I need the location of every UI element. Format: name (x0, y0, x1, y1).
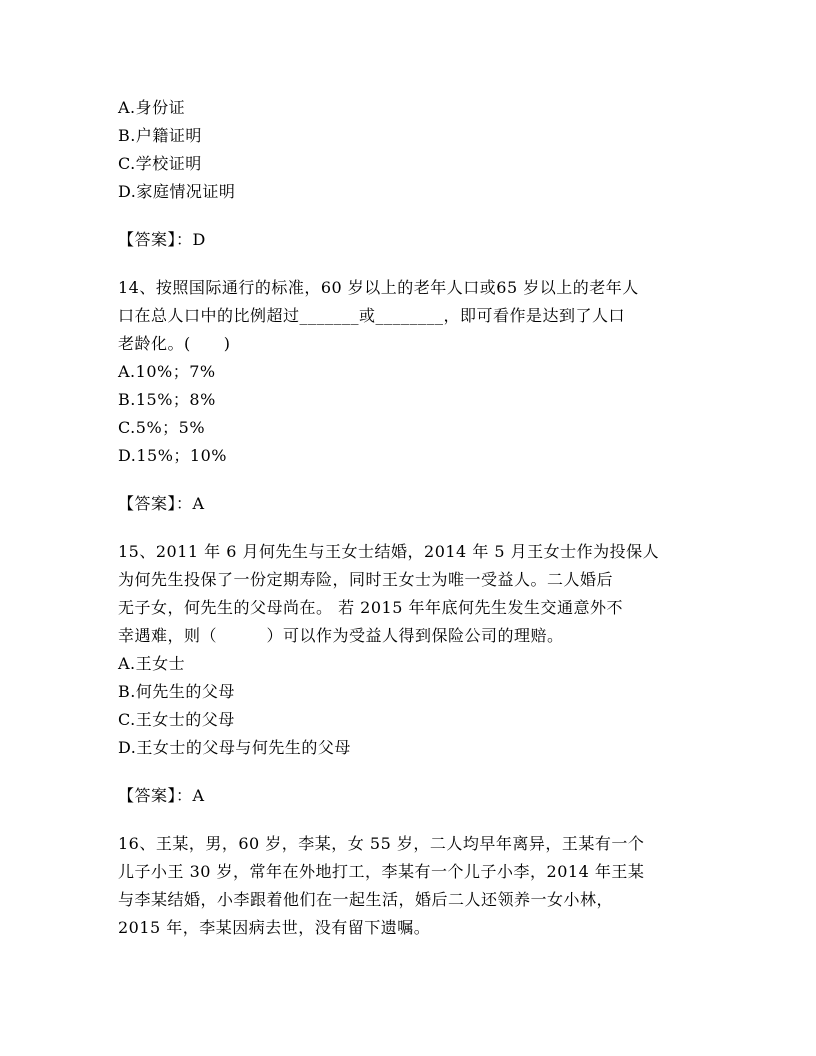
question-14 (118, 274, 700, 518)
option-c: C.5%；5% (118, 418, 206, 437)
question-text-line: 2015 年，李某因病去世，没有留下遗嘱。 (118, 918, 431, 937)
option-c: C.王女士的父母 (118, 710, 235, 729)
option-a: A.王女士 (118, 654, 186, 673)
question-13-tail (118, 94, 700, 254)
question-text (118, 274, 700, 358)
question-text-line: 与李某结婚，小李跟着他们在一起生活，婚后二人还领养一女小林， (118, 890, 614, 909)
question-text-line: 无子女，何先生的父母尚在。 若 2015 年年底何先生发生交通意外不 (118, 598, 623, 617)
option-d: D.家庭情况证明 (118, 182, 236, 201)
document-page (118, 94, 700, 942)
answer-line: 【答案】：A (118, 786, 205, 805)
option-d: D.15%；10% (118, 446, 227, 465)
question-text-line: 15、2011 年 6 月何先生与王女士结婚，2014 年 5 月王女士作为投保人 (118, 542, 660, 561)
question-15 (118, 538, 700, 810)
options-list (118, 358, 700, 470)
option-d: D.王女士的父母与何先生的父母 (118, 738, 351, 757)
answer-line: 【答案】：D (118, 230, 206, 249)
question-text-line: 老龄化。( ) (118, 334, 231, 353)
answer-line: 【答案】：A (118, 494, 205, 513)
option-b: B.户籍证明 (118, 126, 202, 145)
options-list (118, 94, 700, 206)
question-text-line: 14、按照国际通行的标准，60 岁以上的老年人口或65 岁以上的老年人 (118, 278, 639, 297)
question-text (118, 538, 700, 650)
option-b: B.15%；8% (118, 390, 216, 409)
question-text (118, 830, 700, 942)
question-16 (118, 830, 700, 942)
option-c: C.学校证明 (118, 154, 202, 173)
question-text-line: 幸遇难，则（ ）可以作为受益人得到保险公司的理赔。 (118, 626, 564, 645)
question-text-line: 儿子小王 30 岁，常年在外地打工，李某有一个儿子小李，2014 年王某 (118, 862, 645, 881)
options-list (118, 650, 700, 762)
question-text-line: 16、王某，男，60 岁，李某，女 55 岁，二人均早年离异，王某有一个 (118, 834, 645, 853)
question-text-line: 口在总人口中的比例超过_______或________，即可看作是达到了人口 (118, 306, 626, 325)
option-a: A.10%；7% (118, 362, 216, 381)
option-b: B.何先生的父母 (118, 682, 235, 701)
question-text-line: 为何先生投保了一份定期寿险，同时王女士为唯一受益人。二人婚后 (118, 570, 614, 589)
option-a: A.身份证 (118, 98, 186, 117)
